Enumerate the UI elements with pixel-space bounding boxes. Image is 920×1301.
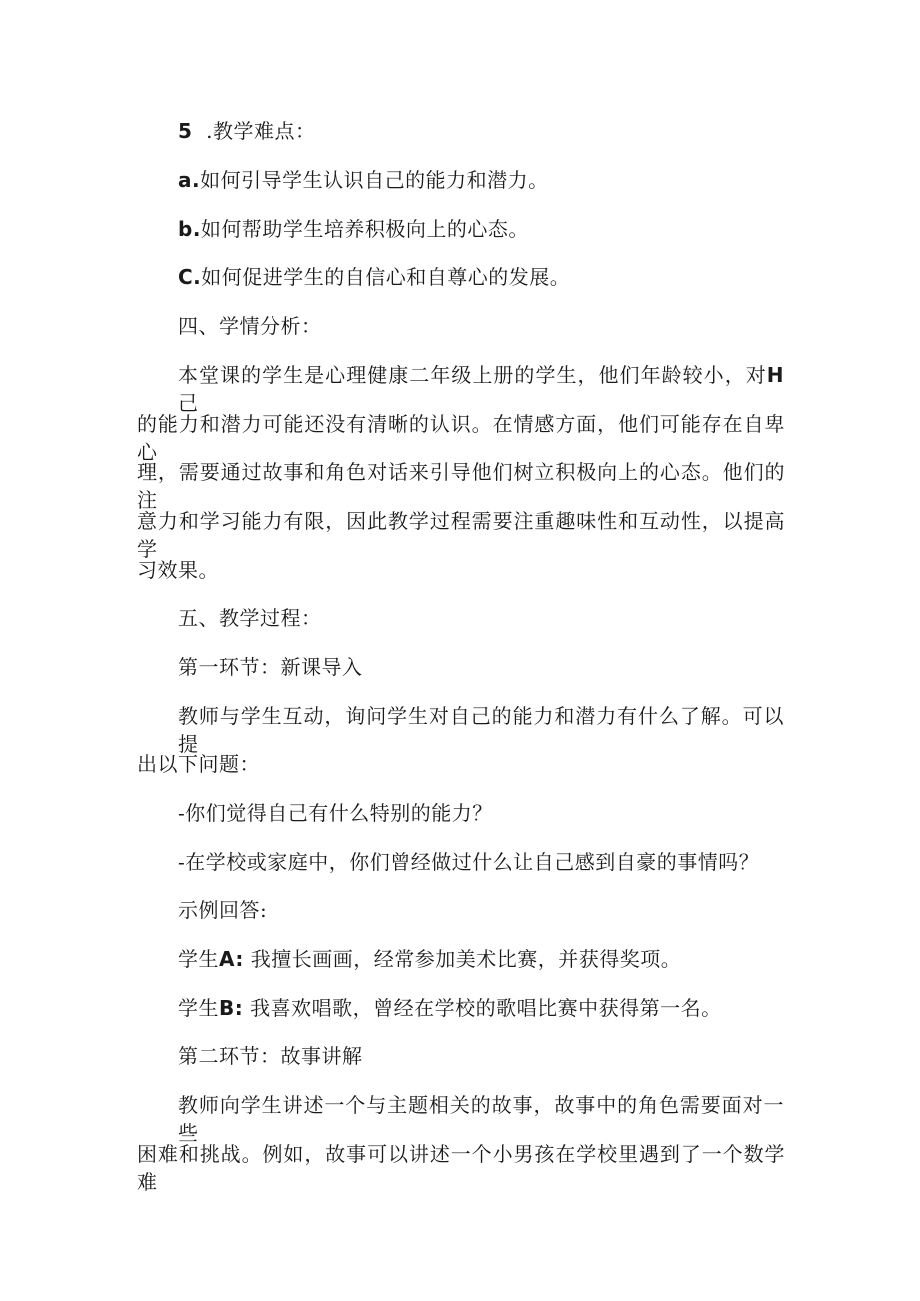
difficulty-item — [178, 263, 570, 291]
paragraph-letter: H — [766, 363, 784, 387]
answer-prefix: 学生 — [178, 947, 219, 971]
difficulty-text: 如何引导学生认识自己的能力和潜力。 — [200, 168, 549, 192]
difficulty-text: 如何促进学生的自信心和自尊心的发展。 — [201, 265, 571, 289]
section-heading-teaching-process: 五、教学过程： — [178, 606, 322, 630]
paragraph-line: 教师与学生互动，询问学生对自己的能力和潜力有什么了解。可以提 — [178, 704, 784, 756]
difficulty-item — [178, 166, 549, 194]
step-heading: 第二环节：故事讲解 — [178, 1044, 363, 1068]
answer-letter: A: — [219, 947, 244, 971]
difficulty-text: 如何帮助学生培养积极向上的心态。 — [200, 217, 529, 241]
answer-item — [178, 994, 722, 1022]
example-label: 示例回答: — [178, 898, 268, 922]
question-item: -在学校或家庭中，你们曾经做过什么让自己感到自豪的事情吗？ — [178, 850, 760, 874]
paragraph-line: 意力和学习能力有限，因此教学过程需要注重趣味性和互动性，以提高学 — [137, 509, 785, 561]
heading-title: .教学难点： — [206, 119, 316, 143]
paragraph-line — [178, 361, 784, 415]
answer-item — [178, 945, 681, 973]
answer-letter: B: — [219, 996, 244, 1020]
difficulty-item — [178, 215, 529, 243]
paragraph-line: 出以下问题： — [137, 752, 260, 776]
heading-number: 5 — [178, 119, 193, 143]
answer-text: 我擅长画画，经常参加美术比赛，并获得奖项。 — [250, 947, 682, 971]
list-marker: b. — [178, 217, 201, 241]
paragraph-text: 己 — [178, 391, 199, 415]
step-heading: 第一环节：新课导入 — [178, 655, 363, 679]
paragraph-line: 习效果。 — [137, 558, 219, 582]
paragraph-text: 本堂课的学生是心理健康二年级上册的学生，他们年龄较小，对 — [178, 363, 767, 387]
paragraph-line: 理，需要通过故事和角色对话来引导他们树立积极向上的心态。他们的注 — [137, 460, 785, 512]
paragraph-line: 的能力和潜力可能还没有清晰的认识。在情感方面，他们可能存在自卑心 — [137, 412, 785, 464]
list-marker: a. — [178, 168, 201, 192]
section-heading-student-analysis: 四、学情分析： — [178, 314, 322, 338]
list-marker: C. — [178, 265, 202, 289]
heading-teaching-difficulties — [178, 117, 316, 145]
paragraph-line: 教师向学生讲述一个与主题相关的故事，故事中的角色需要面对一些 — [178, 1093, 784, 1145]
answer-prefix: 学生 — [178, 996, 219, 1020]
answer-text: 我喜欢唱歌，曾经在学校的歌唱比赛中获得第一名。 — [250, 996, 722, 1020]
question-item: -你们觉得自己有什么特别的能力？ — [178, 801, 493, 825]
paragraph-line: 困难和挑战。例如，故事可以讲述一个小男孩在学校里遇到了一个数学难 — [137, 1142, 785, 1194]
